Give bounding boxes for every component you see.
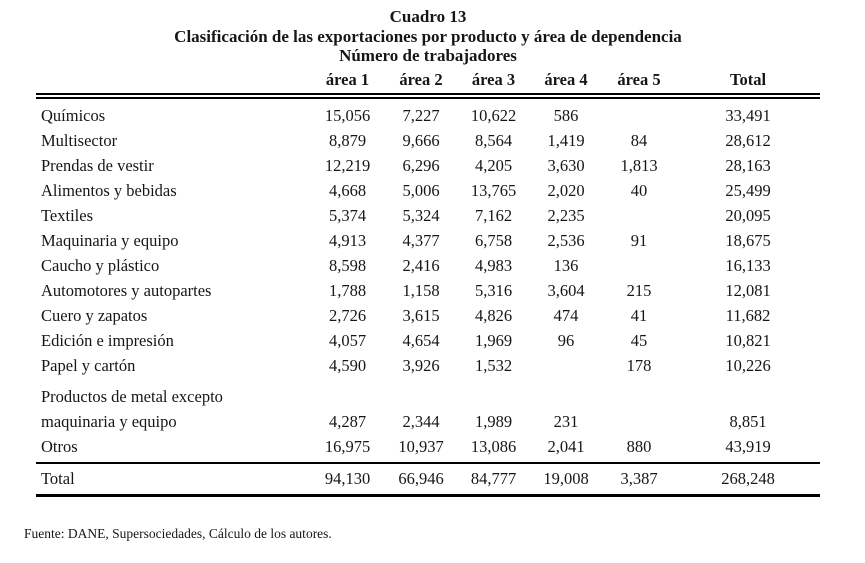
cell-value: 880 — [602, 434, 676, 463]
cell-value: 1,788 — [328, 280, 367, 300]
cell-value: 28,163 — [725, 155, 771, 175]
source-note: Fuente: DANE, Supersociedades, Cálculo de los autores. — [24, 525, 332, 541]
cell-value: 13,086 — [457, 434, 530, 463]
cell-value: 20,095 — [725, 205, 771, 225]
cell-value: 586 — [553, 105, 579, 125]
row-label: Cuero y zapatos — [41, 305, 148, 325]
cell-value: 2,020 — [547, 180, 585, 200]
cell-value: 4,287 — [328, 411, 367, 431]
cell-value: 2,041 — [530, 434, 602, 463]
cell-value: 1,989 — [474, 411, 513, 431]
column-header-area-5: área 5 — [602, 69, 676, 96]
cell-value: 43,919 — [676, 434, 820, 463]
cell-value: 474 — [553, 305, 579, 325]
row-label: Maquinaria y equipo — [41, 230, 179, 250]
table-number: Cuadro 13 — [389, 7, 467, 26]
cell-value: 2,416 — [402, 255, 440, 275]
table-row — [36, 153, 820, 178]
column-header-area-3: área 3 — [457, 69, 530, 96]
cell-value: 10,821 — [725, 330, 771, 350]
cell-value: 13,765 — [470, 180, 517, 200]
cell-value: 136 — [553, 255, 579, 275]
cell-value: 4,205 — [474, 155, 513, 175]
cell-value: 2,344 — [402, 411, 440, 431]
cell-value: 15,056 — [324, 105, 371, 125]
cell-value: 28,612 — [725, 130, 771, 150]
table-row — [36, 378, 820, 434]
cell-value: 1,532 — [474, 355, 513, 375]
row-label: Papel y cartón — [41, 355, 136, 375]
table-row — [36, 253, 820, 278]
total-cell-value: 66,946 — [385, 463, 457, 496]
row-label: Automotores y autopartes — [41, 280, 212, 300]
cell-value: 25,499 — [725, 180, 771, 200]
cell-value: 8,564 — [474, 130, 513, 150]
cell-value — [602, 96, 676, 128]
cell-value: 5,324 — [402, 205, 440, 225]
table-row — [36, 278, 820, 303]
total-cell-value: 268,248 — [676, 463, 820, 496]
total-cell-value: 94,130 — [310, 463, 385, 496]
cell-value: 215 — [626, 280, 652, 300]
cell-value: 7,227 — [402, 105, 440, 125]
cell-value: 96 — [557, 330, 575, 350]
cell-value: 8,879 — [328, 130, 367, 150]
cell-value: 231 — [553, 411, 579, 431]
row-label: Alimentos y bebidas — [41, 180, 177, 200]
cell-value: 91 — [630, 230, 648, 250]
cell-value: 40 — [630, 180, 648, 200]
column-header-area-2: área 2 — [385, 69, 457, 96]
row-label: Textiles — [41, 205, 93, 225]
table-row — [36, 353, 820, 378]
cell-value — [530, 353, 602, 378]
total-cell-value: 84,777 — [457, 463, 530, 496]
cell-value: 18,675 — [725, 230, 771, 250]
cell-value: 6,758 — [474, 230, 513, 250]
cell-value: 4,668 — [328, 180, 367, 200]
cell-value: 11,682 — [725, 305, 771, 325]
cell-value: 3,615 — [402, 305, 440, 325]
cell-value: 178 — [626, 355, 652, 375]
total-cell-value: 3,387 — [602, 463, 676, 496]
cell-value: 5,316 — [474, 280, 513, 300]
column-header-area-1: área 1 — [310, 69, 385, 96]
cell-value: 10,226 — [725, 355, 771, 375]
cell-value: 33,491 — [725, 105, 771, 125]
total-row — [36, 463, 820, 496]
table-subtitle: Número de trabajadores — [339, 46, 517, 65]
row-label: Otros — [36, 434, 310, 463]
cell-value: 8,598 — [328, 255, 367, 275]
cell-value: 3,630 — [547, 155, 585, 175]
cell-value: 4,654 — [402, 330, 440, 350]
cell-value: 6,296 — [402, 155, 440, 175]
cell-value: 2,726 — [328, 305, 367, 325]
table-row — [36, 303, 820, 328]
cell-value — [602, 253, 676, 278]
row-label-line-2: maquinaria y equipo — [41, 411, 177, 431]
cell-value: 4,377 — [402, 230, 440, 250]
cell-value: 3,604 — [547, 280, 585, 300]
cell-value: 2,536 — [547, 230, 585, 250]
cell-value: 45 — [630, 330, 648, 350]
column-header-area-4: área 4 — [530, 69, 602, 96]
cell-value: 4,913 — [328, 230, 367, 250]
cell-value: 4,590 — [328, 355, 367, 375]
table-row — [36, 203, 820, 228]
row-label: Prendas de vestir — [41, 155, 154, 175]
row-label — [36, 378, 310, 434]
table-row — [36, 228, 820, 253]
cell-value: 4,826 — [474, 305, 513, 325]
table-row — [36, 328, 820, 353]
table-title-text: Clasificación de las exportaciones por producto y área de dependencia — [174, 26, 682, 46]
table-row — [36, 96, 820, 128]
cell-value: 7,162 — [474, 205, 513, 225]
row-label: Multisector — [41, 130, 118, 150]
cell-value: 41 — [630, 305, 648, 325]
cell-value: 16,133 — [725, 255, 771, 275]
table-row — [36, 434, 820, 463]
table-row — [36, 178, 820, 203]
row-label: Edición e impresión — [41, 330, 174, 350]
total-cell-value: 19,008 — [530, 463, 602, 496]
header-row — [36, 69, 820, 96]
cell-value: 3,926 — [402, 355, 440, 375]
cell-value: 10,622 — [470, 105, 517, 125]
row-label: Caucho y plástico — [41, 255, 160, 275]
total-row-label: Total — [36, 463, 310, 496]
cell-value — [602, 203, 676, 228]
cell-value: 4,057 — [328, 330, 367, 350]
cell-value: 1,813 — [620, 155, 658, 175]
table-row — [36, 128, 820, 153]
cell-value: 1,419 — [547, 130, 585, 150]
cell-value: 2,235 — [547, 205, 585, 225]
cell-value: 12,219 — [324, 155, 371, 175]
cell-value: 5,006 — [402, 180, 440, 200]
cell-value: 4,983 — [474, 255, 513, 275]
cell-value — [602, 378, 676, 434]
column-header-total: Total — [676, 69, 820, 96]
cell-value: 84 — [630, 130, 648, 150]
cell-value: 1,158 — [402, 280, 440, 300]
cell-value: 16,975 — [310, 434, 385, 463]
row-label: Químicos — [41, 105, 106, 125]
column-header-empty — [36, 69, 310, 96]
cell-value: 5,374 — [328, 205, 367, 225]
cell-value: 10,937 — [385, 434, 457, 463]
exports-table — [36, 69, 820, 497]
cell-value: 1,969 — [474, 330, 513, 350]
cell-value: 12,081 — [725, 280, 771, 300]
row-label-line-1: Productos de metal excepto — [41, 386, 223, 406]
page — [36, 0, 820, 497]
table-title — [36, 7, 820, 66]
cell-value: 9,666 — [402, 130, 440, 150]
cell-value: 8,851 — [729, 411, 767, 431]
